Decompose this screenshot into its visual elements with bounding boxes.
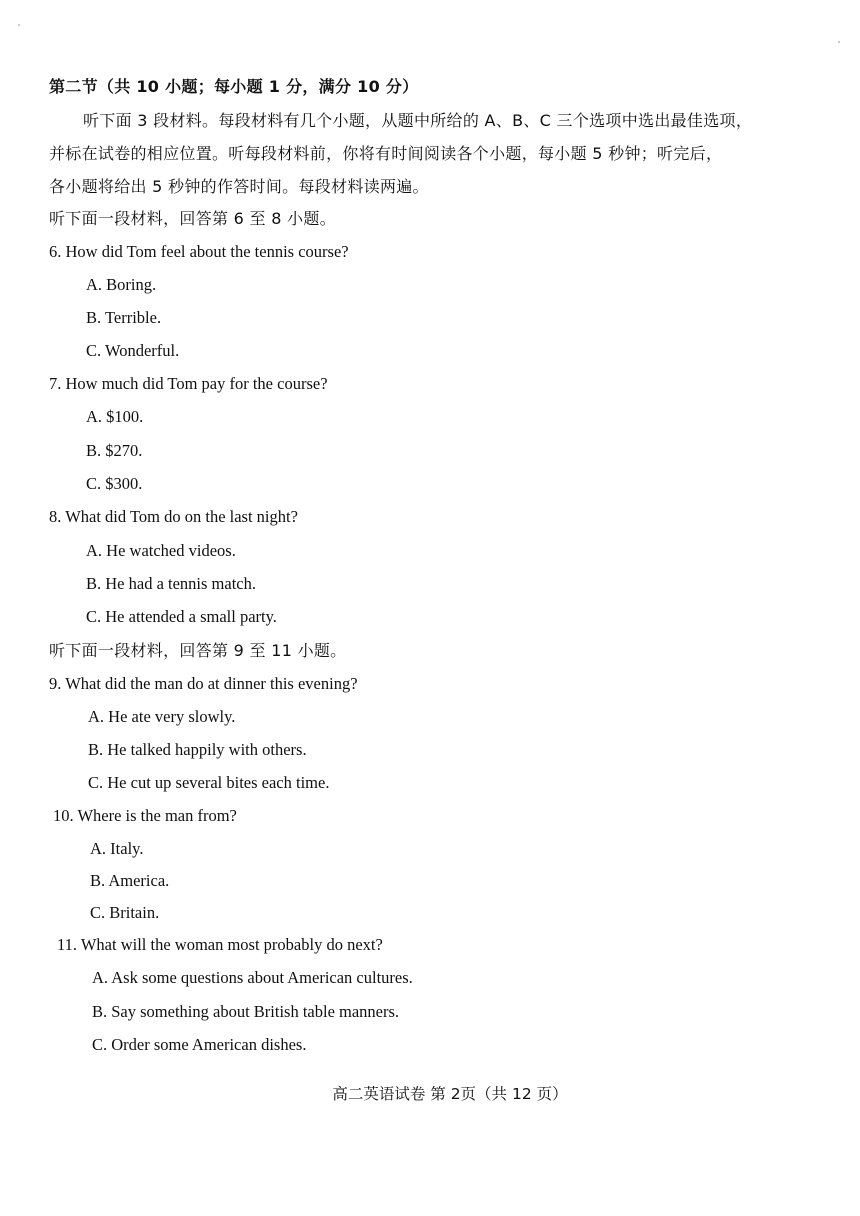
answer-option: C. He cut up several bites each time.	[88, 773, 330, 792]
passage-intro: 听下面一段材料，回答第 9 至 11 小题。	[49, 641, 347, 660]
answer-option: A. Ask some questions about American cultures.	[92, 968, 413, 987]
instruction-line: 各小题将给出 5 秒钟的作答时间。每段材料读两遍。	[49, 177, 429, 196]
answer-option: B. America.	[90, 871, 170, 890]
answer-option: A. $100.	[86, 407, 144, 426]
scan-speck	[838, 41, 840, 43]
answer-option: C. Britain.	[90, 903, 160, 922]
passage-intro: 听下面一段材料，回答第 6 至 8 小题。	[49, 209, 337, 228]
answer-option: A. He watched videos.	[86, 541, 236, 560]
answer-option: C. Order some American dishes.	[92, 1035, 307, 1054]
answer-option: B. Terrible.	[86, 308, 162, 327]
scan-speck	[18, 24, 20, 26]
answer-option: B. He had a tennis match.	[86, 574, 256, 593]
answer-option: C. $300.	[86, 474, 143, 493]
instruction-line: 并标在试卷的相应位置。听每段材料前，你将有时间阅读各个小题，每小题 5 秒钟；听完后，	[49, 144, 723, 163]
page-footer: 高二英语试卷 第 2页（共 12 页）	[332, 1085, 568, 1103]
question-stem: 10. Where is the man from?	[53, 806, 237, 825]
answer-option: B. $270.	[86, 441, 143, 460]
instruction-line: 听下面 3 段材料。每段材料有几个小题，从题中所给的 A、B、C 三个选项中选出最佳选项，	[83, 111, 753, 130]
question-stem: 9. What did the man do at dinner this evening?	[49, 674, 358, 693]
answer-option: B. Say something about British table manners.	[92, 1002, 400, 1021]
answer-option: A. Boring.	[86, 275, 157, 294]
answer-option: A. He ate very slowly.	[88, 707, 236, 726]
question-stem: 8. What did Tom do on the last night?	[49, 507, 298, 526]
section-title: 第二节（共 10 小题；每小题 1 分，满分 10 分）	[49, 77, 419, 96]
answer-option: B. He talked happily with others.	[88, 740, 307, 759]
answer-option: C. He attended a small party.	[86, 607, 277, 626]
answer-option: A. Italy.	[90, 839, 144, 858]
question-stem: 11. What will the woman most probably do next?	[57, 935, 383, 954]
answer-option: C. Wonderful.	[86, 341, 180, 360]
question-stem: 7. How much did Tom pay for the course?	[49, 374, 328, 393]
question-stem: 6. How did Tom feel about the tennis course?	[49, 242, 349, 261]
